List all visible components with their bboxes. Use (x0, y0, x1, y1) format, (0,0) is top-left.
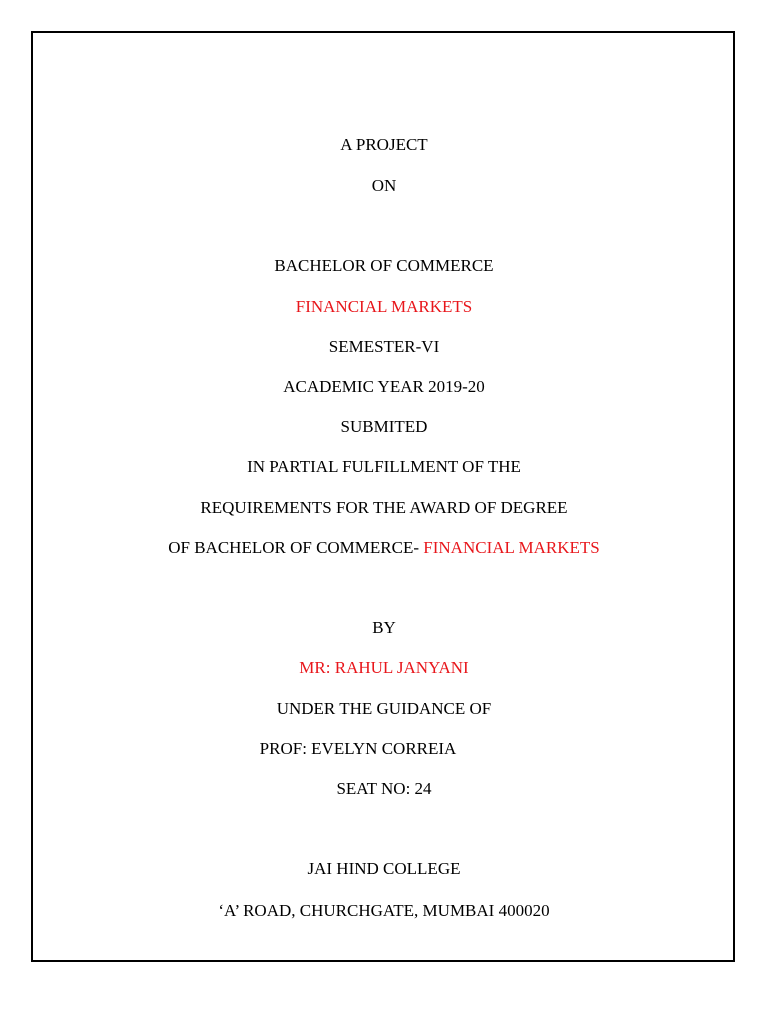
specialization-text: FINANCIAL MARKETS (295, 297, 473, 316)
student-name: MR: RAHUL JANYANI (299, 658, 469, 677)
guidance-text: UNDER THE GUIDANCE OF (276, 699, 492, 718)
a-project-heading: A PROJECT (340, 135, 428, 154)
academic-year-text: ACADEMIC YEAR 2019-20 (283, 377, 485, 396)
by-text: BY (372, 618, 396, 637)
college-name: JAI HIND COLLEGE (307, 859, 461, 878)
requirements-text: REQUIREMENTS FOR THE AWARD OF DEGREE (200, 498, 568, 517)
seat-number: SEAT NO: 24 (336, 779, 432, 798)
college-address: ‘A’ ROAD, CHURCHGATE, MUMBAI 400020 (218, 901, 550, 920)
submitted-text: SUBMITED (340, 417, 428, 436)
partial-fulfillment-text: IN PARTIAL FULFILLMENT OF THE (247, 457, 521, 476)
degree-specialization: FINANCIAL MARKETS (423, 538, 600, 557)
degree-prefix: OF BACHELOR OF COMMERCE- (168, 538, 424, 557)
on-text: ON (371, 176, 397, 195)
professor-name: PROF: EVELYN CORREIA (259, 739, 457, 758)
bachelor-of-commerce-text: BACHELOR OF COMMERCE (274, 256, 494, 275)
degree-line (0, 537, 768, 559)
semester-text: SEMESTER-VI (328, 337, 440, 356)
